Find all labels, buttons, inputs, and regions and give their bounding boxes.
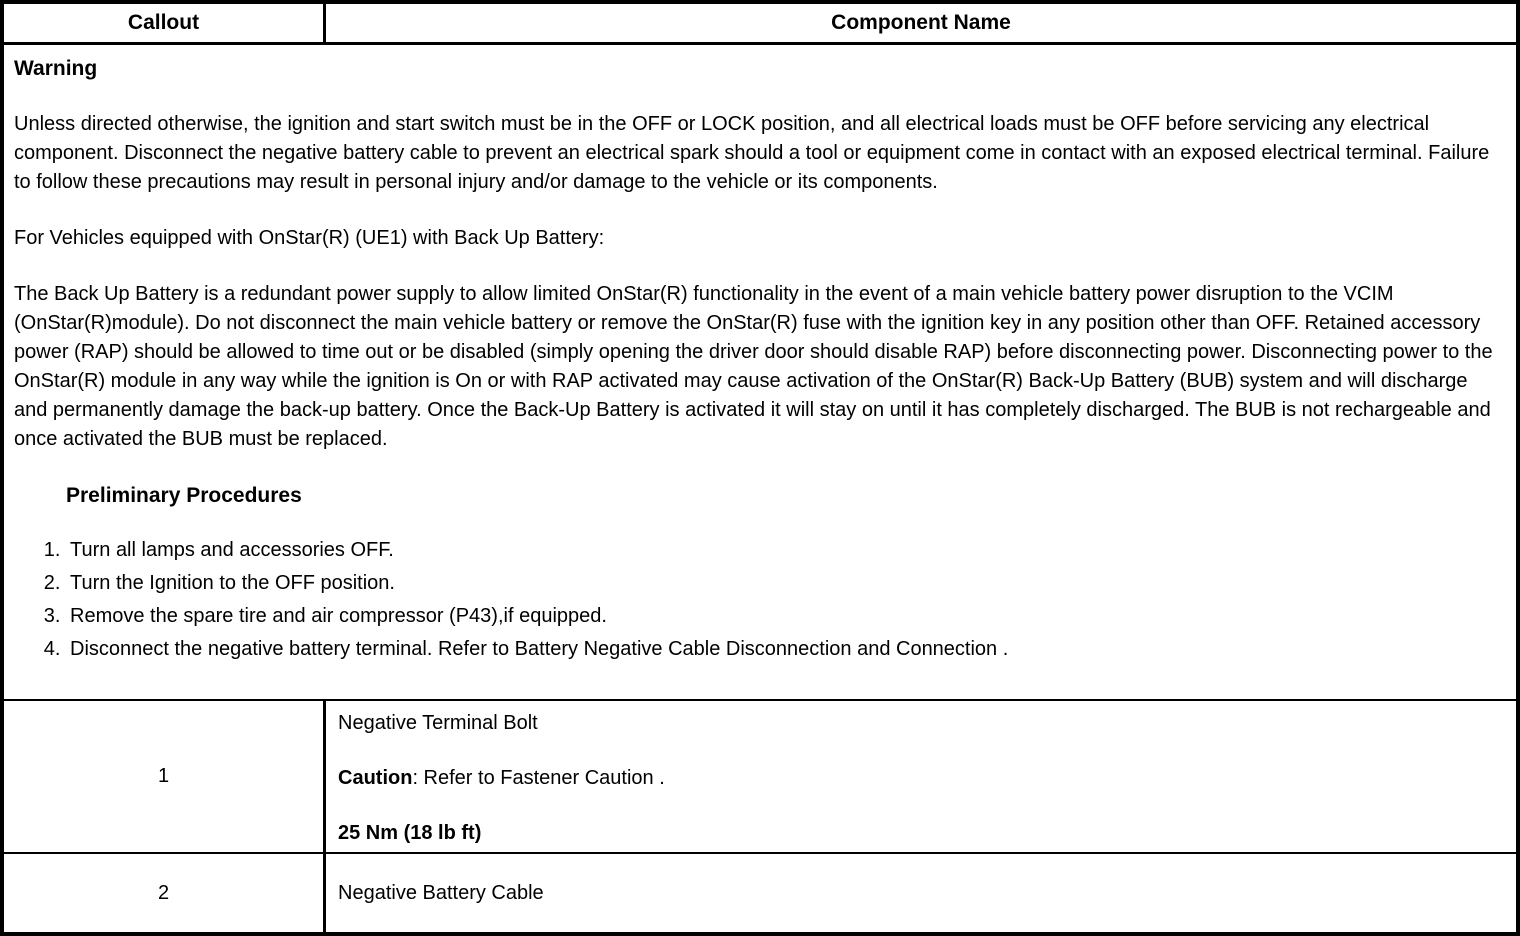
caution-text: : Refer to Fastener Caution .: [412, 767, 665, 789]
warning-paragraph-backup-battery: The Back Up Battery is a redundant power supply to allow limited OnStar(R) functionality in the event of a main vehicle battery power disruption to the VCIM (OnStar(R)module). Do not disconnect the main vehicle battery or remove the OnStar(R) fuse with the ignition key in any position other than OFF. Retained accessory power (RAP) should be allowed to time out or be disabled (simply opening the driver door should disable RAP) before disconnecting power. Disconnecting power to the OnStar(R) module in any way while the ignition is On or with RAP activated may cause activation of the OnStar(R) Back-Up Battery (BUB) system and will discharge and permanently damage the back-up battery. Once the Back-Up Battery is activated it will stay on until it has completely discharged. The BUB is not rechargeable and once activated the BUB must be replaced.: [14, 283, 1493, 450]
component-cell-2: [326, 854, 1516, 932]
torque-spec: 25 Nm (18 lb ft): [338, 822, 482, 844]
caution-note: [338, 764, 1504, 793]
table-row-1: [4, 701, 1516, 854]
callout-cell-2: 2: [4, 854, 326, 932]
table-row-2: [4, 854, 1516, 932]
component-name-2: Negative Battery Cable: [338, 881, 544, 904]
onstar-intro-line: For Vehicles equipped with OnStar(R) (UE1) with Back Up Battery:: [14, 227, 605, 249]
preliminary-step-3: 3. Remove the spare tire and air compressor (P43),if equipped.: [66, 600, 1506, 632]
preliminary-step-1: 1. Turn all lamps and accessories OFF.: [66, 534, 1506, 566]
component-cell-1: [326, 701, 1516, 852]
table-header-row: [4, 4, 1516, 45]
warning-section: [4, 45, 1516, 701]
caution-label: Caution: [338, 767, 413, 789]
component-name-1: Negative Terminal Bolt: [338, 712, 538, 734]
preliminary-steps-list: [14, 534, 1506, 665]
header-component-name: Component Name: [831, 11, 1011, 34]
warning-paragraph-electrical: Unless directed otherwise, the ignition and start switch must be in the OFF or LOCK position, and all electrical loads must be OFF before servicing any electrical component. Disconnect the negative battery cable to prevent an electrical spark should a tool or equipment come in contact with an exposed electrical terminal. Failure to follow these precautions may result in personal injury and/or damage to the vehicle or its components.: [14, 113, 1490, 193]
header-callout: Callout: [4, 4, 326, 42]
preliminary-procedures-heading: Preliminary Procedures: [66, 484, 302, 507]
preliminary-step-2: 2. Turn the Ignition to the OFF position.: [66, 567, 1506, 599]
preliminary-step-4: 4. Disconnect the negative battery terminal. Refer to Battery Negative Cable Disconnection and Connection .: [66, 633, 1506, 665]
warning-title: Warning: [14, 57, 98, 80]
callout-cell-1: 1: [4, 701, 326, 852]
